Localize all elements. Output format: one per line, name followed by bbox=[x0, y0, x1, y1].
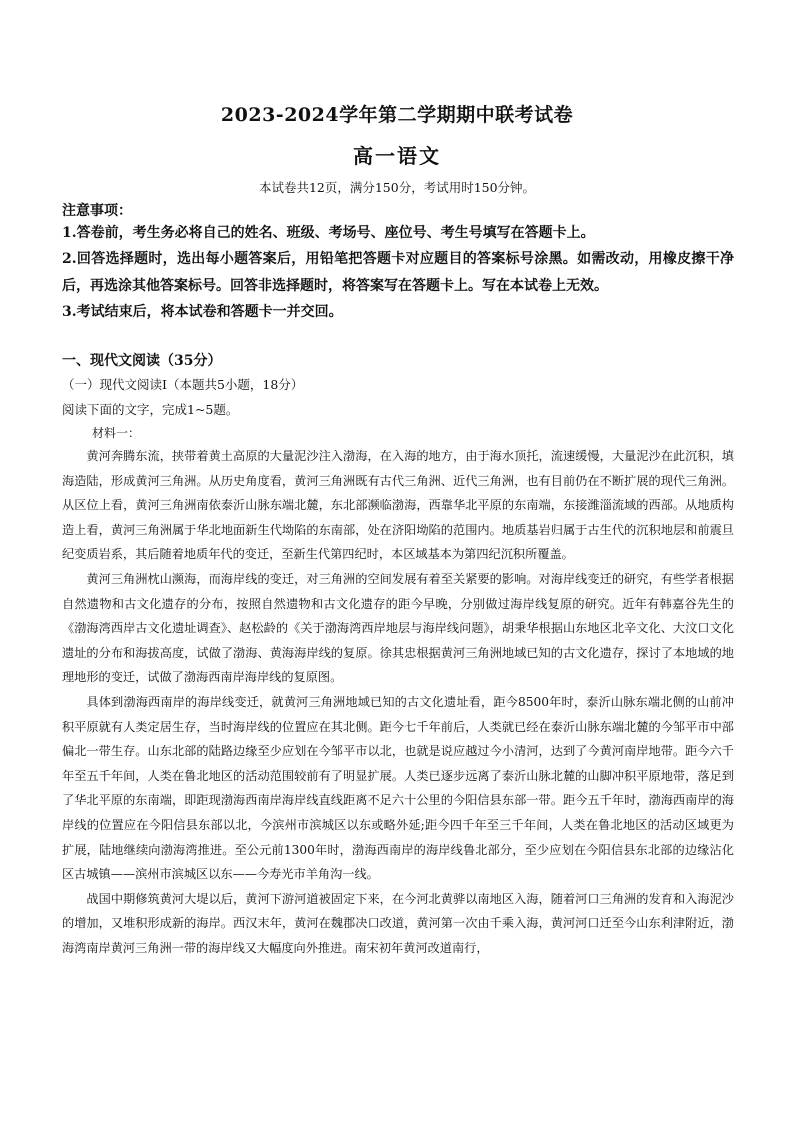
notice-item: 2.回答选择题时，选出每小题答案后，用铅笔把答题卡对应题目的答案标号涂黑。如需改动，用橡皮擦干净后，再选涂其他答案标号。回答非选择题时，将答案写在答题卡上。写在本试卷上无效。 bbox=[62, 251, 734, 294]
passage-paragraph: 战国中期修筑黄河大堤以后，黄河下游河道被固定下来，在今河北黄骅以南地区入海，随着河口三角洲的发育和入海泥沙的增加，又堆积形成新的海岸。西汉末年，黄河在魏郡决口改道，黄河第一次由千乘入海，黄河河口迁至今山东利津附近，渤海湾南岸黄河三角洲一带的海岸线又大幅度向外推进。南宋初年黄河改道南行， bbox=[62, 891, 734, 955]
reading-instruction: 阅读下面的文字，完成1~5题。 bbox=[62, 402, 239, 417]
exam-title: 2023-2024学年第二学期期中联考试卷 bbox=[220, 104, 574, 126]
notice-list bbox=[62, 220, 734, 325]
exam-info: 本试卷共12页，满分150分，考试用时150分钟。 bbox=[258, 180, 536, 195]
exam-subject: 高一语文 bbox=[353, 144, 441, 168]
material-label: 材料一： bbox=[92, 426, 141, 440]
reading-passage bbox=[62, 444, 734, 960]
section-subheading: （一）现代文阅读Ⅰ（本题共5小题，18分） bbox=[62, 377, 304, 392]
section-heading: 一、现代文阅读（35分） bbox=[62, 353, 222, 369]
notice-heading: 注意事项： bbox=[62, 203, 132, 219]
passage-paragraph: 具体到渤海西南岸的海岸线变迁，就黄河三角洲地域已知的古文化遗址看，距今8500年时，泰沂山脉东端北侧的山前冲积平原就有人类定居生存，当时海岸线的位置应在其北侧。距今七千年前后，人类就已经在泰沂山脉东端北麓的今邹平市中部偏北一带生存。山东北部的陆路边缘至少应划在今邹平市以北，也就是说应越过今小清河，达到了今黄河南岸地带。距今六千年至五千年间，人类在鲁北地区的活动范围较前有了明显扩展。人类已逐步远离了泰沂山脉北麓的山脚冲积平原地带，落足到了华北平原的东南端，即距现渤海西南岸海岸线直线距离不足六十公里的今阳信县东部一带。距今五千年时，渤海西南岸的海岸线的位置应在今阳信县东部以北，今滨州市滨城区以东或略外延;距今四千年至三千年间，人类在鲁北地区的活动区域更为扩展，陆地继续向渤海湾推进。至公元前1300年时，渤海西南岸的海岸线鲁北部分，至少应划在今阳信县东北部的边缘沾化区古城镇——滨州市滨城区以东——今寿光市羊角沟一线。 bbox=[62, 694, 734, 882]
passage-paragraph: 黄河奔腾东流，挟带着黄土高原的大量泥沙注入渤海，在入海的地方，由于海水顶托，流速缓慢，大量泥沙在此沉积，填海造陆，形成黄河三角洲。从历史角度看，黄河三角洲既有古代三角洲、近代三角洲，也有目前仍在不断扩展的现代三角洲。从区位上看，黄河三角洲南依泰沂山脉东端北麓，东北部濒临渤海，西靠华北平原的东南端，东接潍淄流域的西部。从地质构造上看，黄河三角洲属于华北地面新生代坳陷的东南部，处在济阳坳陷的范围内。地质基岩归属于古生代的沉积地层和前震旦纪变质岩系，其后随着地质年代的变迁，至新生代第四纪时，本区域基本为第四纪沉积所覆盖。 bbox=[62, 449, 734, 562]
passage-paragraph: 黄河三角洲枕山濒海，而海岸线的变迁，对三角洲的空间发展有着至关紧要的影响。对海岸线变迁的研究，有些学者根据自然遗物和古文化遗存的分布，按照自然遗物和古文化遗存的距今早晚，分别做过海岸线复原的研究。近年有韩嘉谷先生的《渤海湾西岸古文化遗址调查》、赵松龄的《关于渤海湾西岸地层与海岸线问题》，胡秉华根据山东地区北辛文化、大汶口文化遗址的分布和海拔高度，试做了渤海、黄海海岸线的复原。徐其忠根据黄河三角洲地域已知的古文化遗存，探讨了本地域的地理地形的变迁，试做了渤海西南岸海岸线的复原图。 bbox=[62, 571, 734, 685]
notice-item: 1.答卷前，考生务必将自己的姓名、班级、考场号、座位号、考生号填写在答题卡上。 bbox=[62, 225, 595, 241]
notice-item: 3.考试结束后，将本试卷和答题卡一并交回。 bbox=[62, 303, 343, 320]
